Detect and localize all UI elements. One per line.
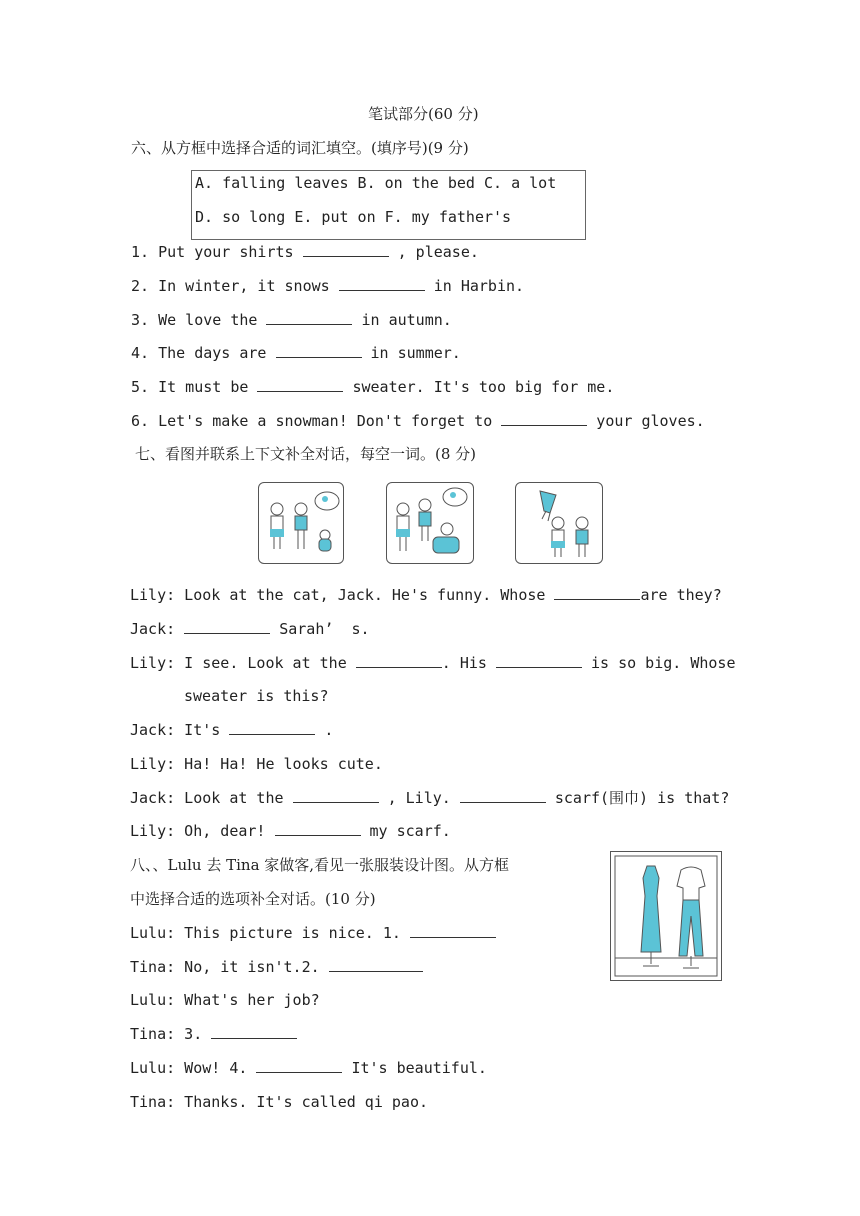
question-5: 5. It must be sweater. It's too big for me. bbox=[131, 378, 615, 396]
dialogue-7: Lily: Oh, dear! my scarf. bbox=[130, 822, 451, 840]
lulu-line-3: Lulu: Wow! 4. It's beautiful. bbox=[130, 1059, 487, 1077]
dialogue-1: Lily: Look at the cat, Jack. He's funny. Whose are they? bbox=[130, 586, 722, 604]
answer-blank[interactable] bbox=[339, 276, 425, 291]
answer-blank[interactable] bbox=[293, 788, 379, 803]
section8-heading-line2: 中选择合适的选项补全对话。(10 分) bbox=[130, 890, 376, 908]
answer-blank[interactable] bbox=[229, 720, 315, 735]
question-2: 2. In winter, it snows in Harbin. bbox=[131, 277, 525, 295]
question-6: 6. Let's make a snowman! Don't forget to your gloves. bbox=[131, 412, 705, 430]
answer-blank[interactable] bbox=[501, 411, 587, 426]
answer-blank[interactable] bbox=[211, 1024, 297, 1039]
page-title: 笔试部分(60 分) bbox=[368, 105, 479, 123]
lulu-line-2: Lulu: What's her job? bbox=[130, 991, 320, 1009]
section8-heading-line1: 八、、Lulu 去 Tina 家做客,看见一张服装设计图。从方框 bbox=[130, 856, 510, 874]
question-1: 1. Put your shirts , please. bbox=[131, 243, 479, 261]
options-row-2: D. so long E. put on F. my father's bbox=[195, 208, 512, 226]
answer-blank[interactable] bbox=[257, 377, 343, 392]
dialogue-5: Lily: Ha! Ha! He looks cute. bbox=[130, 755, 383, 773]
answer-blank[interactable] bbox=[460, 788, 546, 803]
tina-line-2: Tina: 3. bbox=[130, 1024, 297, 1044]
section6-heading: 六、从方框中选择合适的词汇填空。(填序号)(9 分) bbox=[131, 139, 469, 157]
answer-blank[interactable] bbox=[356, 653, 442, 668]
question-3: 3. We love the in autumn. bbox=[131, 311, 452, 329]
answer-blank[interactable] bbox=[554, 585, 640, 600]
answer-blank[interactable] bbox=[266, 310, 352, 325]
clothing-design-picture bbox=[610, 851, 722, 981]
dialogue-4: Jack: It's . bbox=[130, 721, 334, 739]
tina-line-3: Tina: Thanks. It's called qi pao. bbox=[130, 1093, 429, 1111]
picture-dog-in-sweater bbox=[386, 482, 474, 564]
dialogue-6: Jack: Look at the , Lily. scarf(围巾) is that? bbox=[130, 789, 730, 807]
dialogue-3: Lily: I see. Look at the . His is so big. Whose bbox=[130, 654, 736, 672]
tina-line-1: Tina: No, it isn't.2. bbox=[130, 957, 423, 977]
answer-blank[interactable] bbox=[276, 343, 362, 358]
picture-kids-with-cat bbox=[258, 482, 344, 564]
options-row-1: A. falling leaves B. on the bed C. a lot bbox=[195, 174, 557, 192]
answer-blank[interactable] bbox=[184, 619, 270, 634]
picture-scarf bbox=[515, 482, 603, 564]
dialogue-2: Jack: Sarah’ s. bbox=[130, 620, 370, 638]
answer-blank[interactable] bbox=[275, 821, 361, 836]
lulu-line-1: Lulu: This picture is nice. 1. bbox=[130, 923, 496, 943]
question-4: 4. The days are in summer. bbox=[131, 344, 461, 362]
section7-heading: 七、看图并联系上下文补全对话，每空一词。(8 分) bbox=[135, 445, 477, 463]
answer-blank[interactable] bbox=[329, 957, 423, 972]
answer-blank[interactable] bbox=[256, 1058, 342, 1073]
answer-blank[interactable] bbox=[410, 923, 496, 938]
answer-blank[interactable] bbox=[303, 242, 389, 257]
dialogue-3-continued: sweater is this? bbox=[184, 687, 329, 705]
answer-blank[interactable] bbox=[496, 653, 582, 668]
